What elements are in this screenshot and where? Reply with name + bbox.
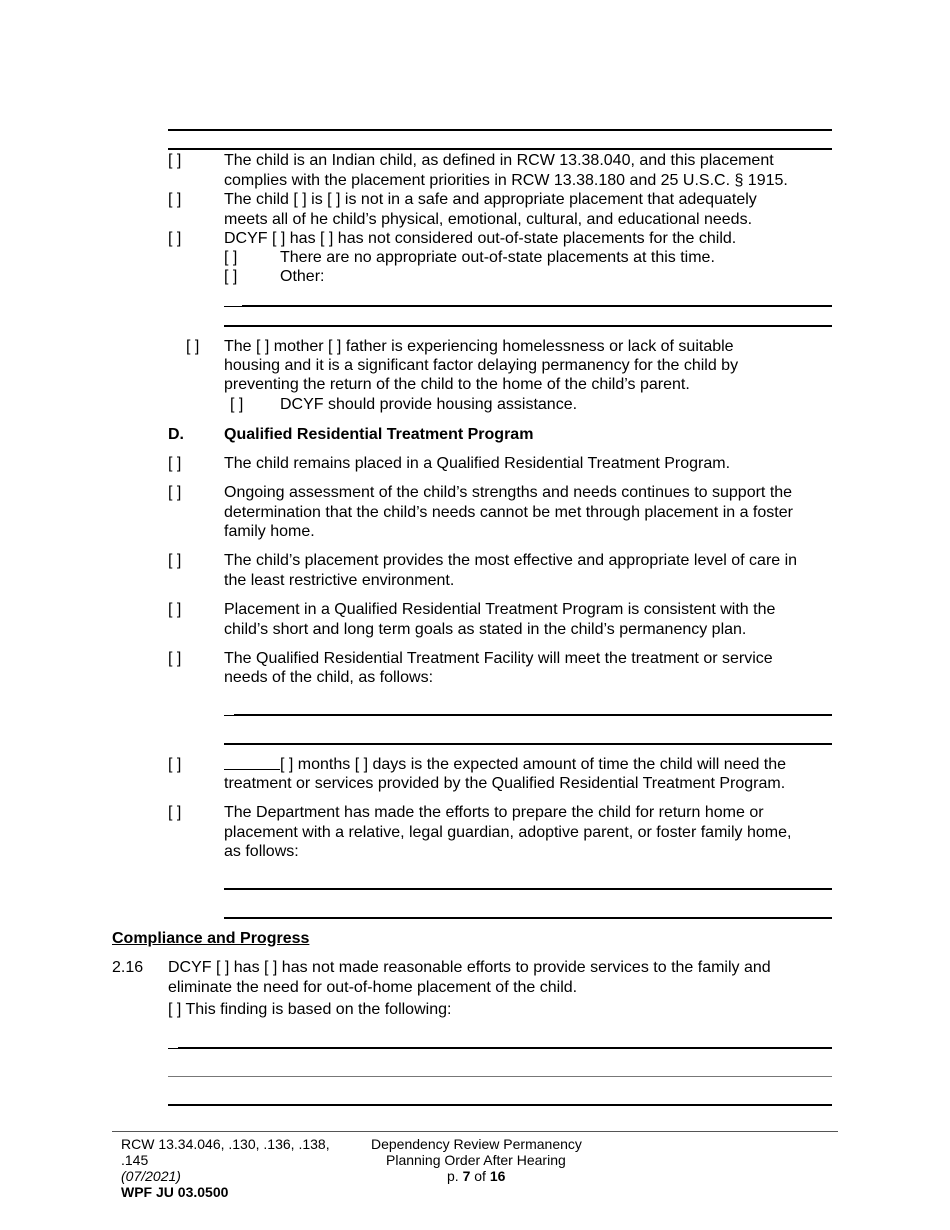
blank-line[interactable]	[168, 1104, 832, 1106]
item-text-line: The child’s placement provides the most effective and appropriate level of care in	[224, 552, 798, 569]
checkbox[interactable]: [ ]	[168, 650, 182, 667]
finding-line[interactable]: [ ] This finding is based on the following:	[168, 1001, 452, 1018]
item-text-line: eliminate the need for out-of-home placement of the child.	[168, 979, 578, 996]
duration-blank[interactable]	[224, 755, 280, 776]
item-text-line: family home.	[224, 523, 315, 540]
blank-line[interactable]	[224, 917, 832, 919]
page-of: of	[474, 1168, 486, 1184]
item-text-line: Other:	[280, 268, 325, 285]
item-text-line: meets all of he child’s physical, emotional, cultural, and educational needs.	[224, 211, 753, 228]
checkbox[interactable]: [ ]	[168, 484, 182, 501]
item-text-line: housing and it is a significant factor delaying permanency for the child by	[224, 357, 739, 374]
blank-line[interactable]	[224, 888, 832, 890]
blank-line[interactable]	[224, 715, 234, 716]
item-text-line: determination that the child’s needs cannot be met through placement in a foster	[224, 504, 793, 521]
footer-title: Dependency Review Permanency	[371, 1136, 582, 1152]
item-text-line: placement with a relative, legal guardian, adoptive parent, or foster family home,	[224, 824, 792, 841]
checkbox[interactable]: [ ]	[224, 268, 238, 285]
section-title: Qualified Residential Treatment Program	[224, 426, 534, 443]
item-text-line: The child [ ] is [ ] is not in a safe and appropriate placement that adequately	[224, 191, 757, 208]
item-text-line: DCYF [ ] has [ ] has not considered out-of-state placements for the child.	[224, 230, 737, 247]
item-text-line: Ongoing assessment of the child’s strengths and needs continues to support the	[224, 484, 793, 501]
item-text-line: treatment or services provided by the Qualified Residential Treatment Program.	[224, 775, 786, 792]
item-text-line: The child remains placed in a Qualified Residential Treatment Program.	[224, 455, 731, 472]
item-text-line: complies with the placement priorities in RCW 13.38.180 and 25 U.S.C. § 1915.	[224, 172, 788, 189]
item-text-line: [ ] months [ ] days is the expected amount of time the child will need the	[280, 756, 787, 773]
item-text-line: There are no appropriate out-of-state placements at this time.	[280, 249, 715, 266]
blank-line[interactable]	[224, 743, 832, 745]
paragraph-number: 2.16	[112, 959, 144, 976]
checkbox[interactable]: [ ]	[168, 552, 182, 569]
blank-line[interactable]	[234, 714, 832, 716]
item-text-line: DCYF [ ] has [ ] has not made reasonable efforts to provide services to the family and	[168, 959, 771, 976]
page-total: 16	[489, 1168, 506, 1184]
checkbox[interactable]: [ ]	[168, 191, 182, 208]
item-text-line: The child is an Indian child, as defined in RCW 13.38.040, and this placement	[224, 152, 774, 169]
blank-line[interactable]	[178, 1047, 832, 1049]
item-text-line: preventing the return of the child to the home of the child’s parent.	[224, 376, 690, 393]
item-text-line: DCYF should provide housing assistance.	[280, 396, 578, 413]
footer-date: (07/2021)	[121, 1168, 181, 1184]
item-text-line: The [ ] mother [ ] father is experiencing homelessness or lack of suitable	[224, 338, 734, 355]
item-text-line: as follows:	[224, 843, 299, 860]
footer-rcw: .145	[121, 1152, 149, 1168]
blank-line	[168, 148, 832, 150]
footer-title: Planning Order After Hearing	[386, 1152, 566, 1168]
checkbox[interactable]: [ ]	[168, 756, 182, 773]
page-number	[447, 1168, 505, 1184]
page-current: 7	[462, 1168, 471, 1184]
footer-form-id: WPF JU 03.0500	[121, 1184, 229, 1200]
blank-line[interactable]	[224, 306, 242, 307]
checkbox[interactable]: [ ]	[186, 338, 200, 355]
footer-rcw: RCW 13.34.046, .130, .136, .138,	[121, 1136, 330, 1152]
item-text-line: needs of the child, as follows:	[224, 669, 434, 686]
compliance-heading: Compliance and Progress	[112, 930, 310, 947]
item-text-line: Placement in a Qualified Residential Treatment Program is consistent with the	[224, 601, 776, 618]
footer-rule	[112, 1131, 838, 1132]
page-prefix: p.	[447, 1168, 459, 1184]
item-text-line: The Department has made the efforts to prepare the child for return home or	[224, 804, 764, 821]
checkbox[interactable]: [ ]	[224, 249, 238, 266]
checkbox[interactable]: [ ]	[168, 230, 182, 247]
blank-line[interactable]	[168, 1076, 832, 1077]
checkbox[interactable]: [ ]	[168, 152, 182, 169]
checkbox[interactable]: [ ]	[168, 455, 182, 472]
item-text-line: The Qualified Residential Treatment Facility will meet the treatment or service	[224, 650, 773, 667]
checkbox[interactable]: [ ]	[230, 396, 244, 413]
item-text-line: child’s short and long term goals as stated in the child’s permanency plan.	[224, 621, 747, 638]
checkbox[interactable]: [ ]	[168, 804, 182, 821]
blank-line	[168, 129, 832, 131]
item-text-line: the least restrictive environment.	[224, 572, 455, 589]
blank-line[interactable]	[168, 1048, 178, 1049]
section-letter: D.	[168, 426, 184, 443]
blank-line[interactable]	[224, 325, 832, 327]
blank-line[interactable]	[242, 305, 832, 307]
checkbox[interactable]: [ ]	[168, 601, 182, 618]
